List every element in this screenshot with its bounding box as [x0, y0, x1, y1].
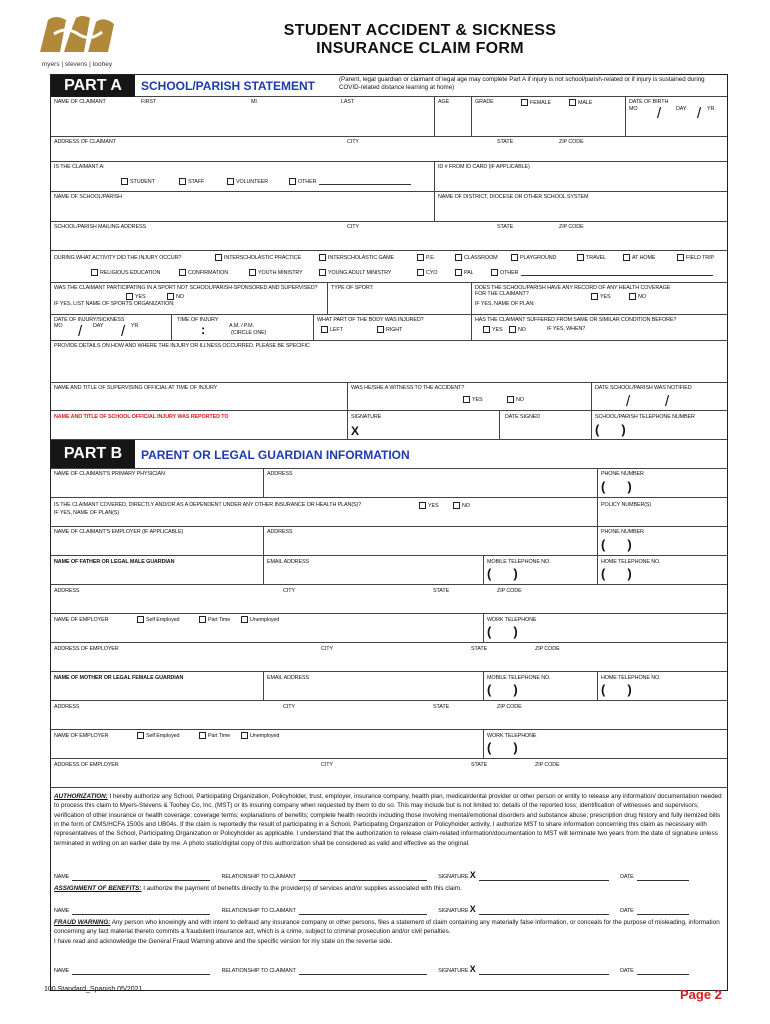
father-self-employed-checkbox[interactable] — [137, 616, 144, 623]
fraud-name-label: NAME — [54, 968, 70, 974]
playground-label: PLAYGROUND — [520, 254, 557, 261]
male-option[interactable] — [569, 99, 592, 106]
coverage-record-yes-checkbox[interactable] — [591, 293, 598, 300]
father-employer-label: NAME OF EMPLOYER — [54, 617, 109, 623]
company-logo — [36, 14, 118, 66]
religious-option[interactable] — [91, 269, 160, 276]
religious-checkbox[interactable] — [91, 269, 98, 276]
assign-name-label: NAME — [54, 908, 70, 914]
mother-zip-label: ZIP CODE — [497, 704, 522, 710]
claimant-type-label: IS THE CLAIMANT A: — [54, 164, 105, 170]
at-home-checkbox[interactable] — [623, 254, 630, 261]
father-work-label: WORK TELEPHONE — [487, 617, 537, 623]
ampm-label: A.M. / P.M. — [229, 323, 254, 329]
dob-yr-label: YR — [707, 106, 715, 112]
date-signed-label: DATE SIGNED — [505, 414, 541, 420]
mother-part-time-label: Part Time — [208, 732, 231, 739]
male-checkbox[interactable] — [569, 99, 576, 106]
father-email-label: EMAIL ADDRESS — [267, 559, 309, 565]
footer-form-code: 100 Standard_Spanish 05/2021 — [44, 986, 143, 993]
fraud-name-line[interactable] — [72, 974, 210, 975]
other-type-checkbox[interactable] — [289, 178, 296, 185]
part-a-heading: SCHOOL/PARISH STATEMENT — [141, 79, 315, 93]
claimant-employer-phone-label: PHONE NUMBER — [601, 529, 644, 535]
mother-work-parens: () — [487, 740, 540, 755]
left-option[interactable] — [321, 326, 343, 333]
coverage-record-label: DOES THE SCHOOL/PARISH HAVE ANY RECORD OF ANY HEALTH COVERAGE FOR THE CLAIMANT? — [475, 285, 671, 298]
mother-address-label: ADDRESS — [54, 704, 80, 710]
assignment-text: I authorize the payment of benefits directly to the provider(s) of services and/or supplies associated with this claim. — [143, 885, 462, 892]
mother-employer-row — [51, 730, 727, 759]
student-option[interactable] — [121, 178, 155, 185]
dob-mo-label: MO — [629, 106, 638, 112]
auth-signature-line — [54, 870, 689, 881]
district-label: NAME OF DISTRICT, DIOCESE OR OTHER SCHOOL SYSTEM — [438, 194, 589, 200]
mother-self-employed-checkbox[interactable] — [137, 732, 144, 739]
mother-email-label: EMAIL ADDRESS — [267, 675, 309, 681]
school-address-row — [51, 222, 727, 251]
witness-yes-checkbox[interactable] — [463, 396, 470, 403]
father-unemployed-option[interactable] — [241, 616, 279, 623]
father-part-time-option[interactable] — [199, 616, 230, 623]
assignment-title: ASSIGNMENT OF BENEFITS: — [54, 885, 142, 892]
father-part-time-label: Part Time — [208, 616, 231, 623]
supervising-label: NAME AND TITLE OF SUPERVISING OFFICIAL AT TIME OF INJURY — [54, 385, 218, 391]
details-label: PROVIDE DETAILS ON HOW AND WHERE THE INJURY OR ILLNESS OCCURRED. PLEASE BE SPECIFIC — [54, 343, 310, 349]
father-employer-city-label: CITY — [321, 646, 333, 652]
classroom-option[interactable] — [455, 254, 498, 261]
pal-label: PAL — [464, 269, 474, 276]
inter-practice-label: INTERSCHOLASTIC PRACTICE — [224, 254, 301, 261]
other-type-line[interactable] — [319, 184, 411, 185]
claimant-employer-row — [51, 527, 727, 556]
father-part-time-checkbox[interactable] — [199, 616, 206, 623]
sport-row — [51, 283, 727, 315]
assignment-paragraph — [54, 884, 722, 893]
student-label: STUDENT — [130, 178, 155, 185]
father-row — [51, 556, 727, 585]
logo-mark — [36, 14, 118, 54]
inter-practice-checkbox[interactable] — [215, 254, 222, 261]
similar-no-checkbox[interactable] — [509, 326, 516, 333]
sport-yes-label: YES — [135, 293, 146, 300]
fraud-paragraph — [54, 918, 722, 946]
dob-slash2: / — [697, 105, 702, 122]
assign-date-label: DATE — [620, 908, 634, 914]
father-work-parens: () — [487, 624, 540, 639]
youth-ministry-checkbox[interactable] — [249, 269, 256, 276]
cyo-option[interactable] — [417, 269, 437, 276]
inter-practice-option[interactable] — [215, 254, 301, 261]
confirmation-checkbox[interactable] — [179, 269, 186, 276]
first-label: FIRST — [141, 99, 157, 105]
father-employer-row — [51, 614, 727, 643]
plan-name-label: IF YES, NAME OF PLAN(S) — [54, 510, 119, 516]
coverage-row — [51, 498, 727, 527]
right-option[interactable] — [377, 326, 402, 333]
last-label: LAST — [341, 99, 355, 105]
mother-home-parens: () — [601, 682, 654, 697]
injury-date-row — [51, 315, 727, 341]
father-mobile-label: MOBILE TELEPHONE NO. — [487, 559, 551, 565]
father-mobile-parens: () — [487, 566, 540, 581]
other-activity-checkbox[interactable] — [491, 269, 498, 276]
witness-label: WAS HE/SHE A WITNESS TO THE ACCIDENT? — [351, 385, 465, 391]
policy-number-label: POLICY NUMBER(S) — [601, 502, 652, 508]
assign-name-line[interactable] — [72, 914, 210, 915]
claimant-address-row — [51, 137, 727, 162]
right-label: RIGHT — [386, 326, 403, 333]
fraud-signature-x: X — [469, 964, 476, 974]
grade-label: GRADE — [475, 99, 494, 105]
father-employer-state-label: STATE — [471, 646, 488, 652]
mother-mobile-parens: () — [487, 682, 540, 697]
mother-work-label: WORK TELEPHONE — [487, 733, 537, 739]
sport-yes-option[interactable] — [126, 293, 146, 300]
auth-signature-field[interactable] — [479, 880, 609, 881]
fraud-date-line[interactable] — [637, 974, 689, 975]
part-b-heading: PARENT OR LEGAL GUARDIAN INFORMATION — [141, 448, 410, 462]
at-home-option[interactable] — [623, 254, 655, 261]
claimant-address-label: ADDRESS OF CLAIMANT — [54, 139, 116, 145]
confirmation-label: CONFIRMATION — [188, 269, 229, 276]
coverage-record-no-label: NO — [638, 293, 646, 300]
student-checkbox[interactable] — [121, 178, 128, 185]
auth-relationship-line[interactable] — [299, 880, 427, 881]
right-checkbox[interactable] — [377, 326, 384, 333]
claimant-city-label: CITY — [347, 139, 359, 145]
physician-row — [51, 469, 727, 498]
part-a-note: (Parent, legal guardian or claimant of legal age may complete Part A if injury is not school/parish-related or if injury is sustained during COVID-related distance learning at home) — [339, 76, 705, 92]
left-label: LEFT — [330, 326, 343, 333]
part-a-badge: PART A — [51, 75, 135, 97]
claim-form — [50, 74, 728, 991]
authorization-block — [51, 788, 727, 990]
mother-address-row — [51, 701, 727, 730]
coverage-yes-option[interactable] — [419, 502, 439, 509]
notified-slash2: / — [665, 393, 670, 410]
mother-employer-state-label: STATE — [471, 762, 488, 768]
supervising-row — [51, 383, 727, 411]
id-card-label: ID # FROM ID CARD (IF APPLICABLE) — [438, 164, 530, 170]
school-mailing-label: SCHOOL/PARISH MAILING ADDRESS — [54, 224, 146, 230]
field-trip-option[interactable] — [677, 254, 714, 261]
assign-signature-field[interactable] — [479, 914, 609, 915]
mother-city-label: CITY — [283, 704, 295, 710]
similar-no-option[interactable] — [509, 326, 526, 333]
volunteer-checkbox[interactable] — [227, 178, 234, 185]
authorization-title: AUTHORIZATION: — [54, 793, 108, 800]
injury-time-label: TIME OF INJURY — [177, 317, 219, 323]
school-zip-label: ZIP CODE — [559, 224, 584, 230]
staff-checkbox[interactable] — [179, 178, 186, 185]
witness-no-checkbox[interactable] — [507, 396, 514, 403]
fraud-date-label: DATE — [620, 968, 634, 974]
claimant-employer-phone-parens: () — [601, 537, 654, 552]
claimant-employer-address-label: ADDRESS — [267, 529, 293, 535]
other-activity-line[interactable] — [521, 275, 713, 276]
fraud-signature-field[interactable] — [479, 974, 609, 975]
coverage-record-yes-option[interactable] — [591, 293, 611, 300]
youth-ministry-label: YOUTH MINISTRY — [258, 269, 303, 276]
injury-slash1: / — [78, 323, 83, 340]
school-city-label: CITY — [347, 224, 359, 230]
auth-signature-x: X — [469, 870, 476, 880]
travel-option[interactable] — [577, 254, 606, 261]
father-self-employed-option[interactable] — [137, 616, 179, 623]
activity-label: DURING WHAT ACTIVITY DID THE INJURY OCCUR? — [54, 255, 182, 261]
pal-option[interactable] — [455, 269, 474, 276]
auth-name-line[interactable] — [72, 880, 210, 881]
cyo-label: CYO — [426, 269, 438, 276]
claimant-name-row — [51, 97, 727, 137]
mother-self-employed-option[interactable] — [137, 732, 179, 739]
activity-row — [51, 251, 727, 283]
part-b-badge: PART B — [51, 440, 135, 468]
title-line2: INSURANCE CLAIM FORM — [316, 40, 524, 58]
mother-row — [51, 672, 727, 701]
school-name-label: NAME OF SCHOOL/PARISH — [54, 194, 122, 200]
dob-slash1: / — [657, 105, 662, 122]
body-part-label: WHAT PART OF THE BODY WAS INJURED? — [317, 317, 424, 323]
similar-condition-label: HAS THE CLAIMANT SUFFERED FROM SAME OR SIMILAR CONDITION BEFORE? — [475, 317, 677, 323]
dob-label: DATE OF BIRTH — [629, 99, 669, 105]
mother-employer-city-label: CITY — [321, 762, 333, 768]
injury-yr-label: YR — [131, 323, 139, 329]
mother-state-label: STATE — [433, 704, 450, 710]
staff-label: STAFF — [188, 178, 205, 185]
coverage-record-no-checkbox[interactable] — [629, 293, 636, 300]
coverage-question: IS THE CLAIMANT COVERED, DIRECTLY AND/OR AS A DEPENDENT UNDER ANY OTHER INSURANCE OR HEALTH PLAN(S)? — [54, 502, 362, 508]
father-address-row — [51, 585, 727, 614]
mother-name-label: NAME OF MOTHER OR LEGAL FEMALE GUARDIAN — [54, 675, 184, 681]
other-activity-option[interactable] — [491, 269, 713, 276]
mother-employer-zip-label: ZIP CODE — [535, 762, 560, 768]
injury-slash2: / — [121, 323, 126, 340]
assign-signature-line — [54, 904, 689, 915]
auth-signature-label: SIGNATURE — [438, 874, 469, 880]
witness-yes-option[interactable] — [463, 396, 483, 403]
notified-slash1: / — [626, 393, 631, 410]
coverage-no-option[interactable] — [453, 502, 470, 509]
part-b-header — [51, 440, 727, 469]
injury-mo-label: MO — [54, 323, 63, 329]
father-employer-address-row — [51, 643, 727, 672]
auth-relationship-label: RELATIONSHIP TO CLAIMANT — [221, 874, 296, 880]
assign-relationship-line[interactable] — [299, 914, 427, 915]
coverage-plan-label: IF YES, NAME OF PLAN: — [475, 301, 535, 307]
playground-option[interactable] — [511, 254, 556, 261]
playground-checkbox[interactable] — [511, 254, 518, 261]
auth-date-line[interactable] — [637, 880, 689, 881]
volunteer-option[interactable] — [227, 178, 268, 185]
assign-signature-label: SIGNATURE — [438, 908, 469, 914]
reporting-row — [51, 411, 727, 440]
mother-mobile-label: MOBILE TELEPHONE NO. — [487, 675, 551, 681]
father-employer-zip-label: ZIP CODE — [535, 646, 560, 652]
other-activity-label: OTHER — [500, 269, 519, 276]
travel-checkbox[interactable] — [577, 254, 584, 261]
other-type-option[interactable] — [289, 178, 411, 185]
similar-when-label: IF YES, WHEN? — [547, 326, 586, 332]
official-signature-label: SIGNATURE — [351, 414, 382, 420]
coverage-yes-checkbox[interactable] — [419, 502, 426, 509]
pe-label: P.E. — [426, 254, 436, 261]
injury-date-label: DATE OF INJURY/SICKNESS — [54, 317, 125, 323]
sport-type-label: TYPE OF SPORT: — [331, 285, 374, 291]
school-state-label: STATE — [497, 224, 514, 230]
religious-label: RELIGIOUS EDUCATION — [100, 269, 161, 276]
school-name-row — [51, 192, 727, 222]
father-zip-label: ZIP CODE — [497, 588, 522, 594]
pal-checkbox[interactable] — [455, 269, 462, 276]
notified-label: DATE SCHOOL/PARISH WAS NOTIFIED — [595, 385, 692, 391]
sport-no-checkbox[interactable] — [167, 293, 174, 300]
claimant-employer-label: NAME OF CLAIMANT'S EMPLOYER (IF APPLICABLE) — [54, 529, 184, 535]
male-label: MALE — [578, 99, 593, 106]
reporting-label: NAME AND TITLE OF SCHOOL OFFICIAL INJURY WAS REPORTED TO — [54, 414, 229, 420]
mother-part-time-checkbox[interactable] — [199, 732, 206, 739]
classroom-checkbox[interactable] — [455, 254, 462, 261]
inter-game-option[interactable] — [319, 254, 394, 261]
fraud-signature-label: SIGNATURE — [438, 968, 469, 974]
fraud-relationship-line[interactable] — [299, 974, 427, 975]
pe-checkbox[interactable] — [417, 254, 424, 261]
sport-org-label: IF YES, LIST NAME OF SPORTS ORGANIZATION: — [54, 301, 175, 307]
assign-relationship-label: RELATIONSHIP TO CLAIMANT — [221, 908, 296, 914]
father-name-label: NAME OF FATHER OR LEGAL MALE GUARDIAN — [54, 559, 175, 565]
injury-day-label: DAY — [93, 323, 104, 329]
mother-self-employed-label: Self Employed — [146, 732, 180, 739]
young-adult-option[interactable] — [319, 269, 391, 276]
fraud-acknowledge: I have read and acknowledge the General Fraud Warning above and the specific version for my state on the reverse side. — [54, 937, 393, 945]
fraud-title: FRAUD WARNING: — [54, 919, 111, 926]
time-colon: : — [201, 322, 206, 337]
young-adult-label: YOUNG ADULT MINISTRY — [328, 269, 392, 276]
details-row — [51, 341, 727, 383]
authorization-paragraph — [54, 792, 722, 848]
claimant-zip-label: ZIP CODE — [559, 139, 584, 145]
page-number: Page 2 — [680, 987, 722, 1002]
sport-no-option[interactable] — [167, 293, 184, 300]
auth-name-label: NAME — [54, 874, 70, 880]
field-trip-checkbox[interactable] — [677, 254, 684, 261]
father-unemployed-checkbox[interactable] — [241, 616, 248, 623]
claimant-name-label: NAME OF CLAIMANT — [54, 99, 106, 105]
father-self-employed-label: Self Employed — [146, 616, 180, 623]
pe-option[interactable] — [417, 254, 435, 261]
father-home-parens: () — [601, 566, 654, 581]
mother-employer-address-row — [51, 759, 727, 788]
youth-ministry-option[interactable] — [249, 269, 303, 276]
coverage-no-checkbox[interactable] — [453, 502, 460, 509]
confirmation-option[interactable] — [179, 269, 228, 276]
sport-no-label: NO — [176, 293, 184, 300]
dob-day-label: DAY — [676, 106, 687, 112]
authorization-text: I hereby authorize any School, Participating Organization, Policyholder, trust, employer, insurance company, health plan, medical/dental provider or other person or entity to release any information/ documentation needed to process this claim to Myers-Stevens & Toohey Co, Inc. (MST) or its insuring company when requested by them to do so. This may include but is not limited to: details of the reported loss; identification of witnesses and supervisors; verification of other insurance or health coverage; coverage terms; explanations of benefits; complete health records including those involving mental/emotional disorders and substance abuse; prescription drug history and fully itemized bills in the form of CMS/HCFA 1500s and UB04s. If the claim is reportedly the result of participating in a School, Participating Organization or Policyholder activity, I authorize MST to share information concerning this claim as necessary with representatives of the School, Participating Organization or Policyholder as applicable. I understand that the authorization to release claim-related information/documentation to MST will terminate two years from the date of signature unless terminated in writing on an earlier date by me. A photo static/digital copy of this authorization shall be considered as valid and effective as the original. — [54, 793, 722, 847]
father-city-label: CITY — [283, 588, 295, 594]
physician-address-label: ADDRESS — [267, 471, 293, 477]
claimant-state-label: STATE — [497, 139, 514, 145]
coverage-record-yes-label: YES — [600, 293, 611, 300]
official-signature-x: X — [351, 424, 360, 438]
witness-no-option[interactable] — [507, 396, 524, 403]
father-address-label: ADDRESS — [54, 588, 80, 594]
at-home-label: AT HOME — [632, 254, 656, 261]
witness-yes-label: YES — [472, 396, 483, 403]
classroom-label: CLASSROOM — [464, 254, 498, 261]
physician-label: NAME OF CLAIMANT'S PRIMARY PHYSICIAN — [54, 471, 165, 477]
coverage-no-label: NO — [462, 502, 470, 509]
physician-phone-label: PHONE NUMBER — [601, 471, 644, 477]
cyo-checkbox[interactable] — [417, 269, 424, 276]
similar-yes-label: YES — [492, 326, 503, 333]
coverage-record-no-option[interactable] — [629, 293, 646, 300]
physician-phone-parens: () — [601, 479, 654, 494]
father-home-label: HOME TELEPHONE NO. — [601, 559, 661, 565]
age-label: AGE — [438, 99, 450, 105]
similar-no-label: NO — [518, 326, 526, 333]
fraud-relationship-label: RELATIONSHIP TO CLAIMANT — [221, 968, 296, 974]
father-employer-address-label: ADDRESS OF EMPLOYER — [54, 646, 119, 652]
mother-employer-label: NAME OF EMPLOYER — [54, 733, 109, 739]
inter-game-checkbox[interactable] — [319, 254, 326, 261]
similar-yes-checkbox[interactable] — [483, 326, 490, 333]
mother-unemployed-option[interactable] — [241, 732, 279, 739]
other-type-label: OTHER — [298, 178, 317, 185]
assign-signature-x: X — [469, 904, 476, 914]
claimant-type-row — [51, 162, 727, 192]
father-state-label: STATE — [433, 588, 450, 594]
mother-employer-address-label: ADDRESS OF EMPLOYER — [54, 762, 119, 768]
assign-date-line[interactable] — [637, 914, 689, 915]
auth-date-label: DATE — [620, 874, 634, 880]
fraud-signature-line — [54, 964, 689, 975]
circle-one-label: (CIRCLE ONE) — [231, 330, 267, 336]
mother-unemployed-checkbox[interactable] — [241, 732, 248, 739]
field-trip-label: FIELD TRIP — [686, 254, 714, 261]
left-checkbox[interactable] — [321, 326, 328, 333]
staff-option[interactable] — [179, 178, 204, 185]
form-title — [170, 22, 670, 59]
logo-tagline: myers | stevens | toohey — [41, 61, 113, 68]
mother-home-label: HOME TELEPHONE NO. — [601, 675, 661, 681]
father-unemployed-label: Unemployed — [250, 616, 280, 623]
female-label: FEMALE — [530, 99, 551, 106]
coverage-yes-label: YES — [428, 502, 439, 509]
travel-label: TRAVEL — [586, 254, 606, 261]
inter-game-label: INTERSCHOLASTIC GAME — [328, 254, 394, 261]
mi-label: MI — [251, 99, 257, 105]
school-phone-label: SCHOOL/PARISH TELEPHONE NUMBER — [595, 414, 695, 420]
witness-no-label: NO — [516, 396, 524, 403]
female-option[interactable] — [521, 99, 551, 106]
similar-yes-option[interactable] — [483, 326, 503, 333]
school-phone-parens: () — [595, 422, 648, 437]
fraud-text: Any person who knowingly and with intent to defraud any insurance company or other persons, files a statement of claim containing any materially false information, or conceals for the purpose of misleading, information concerning any fact material thereto commits a fraudulent insurance act, which is a crime, subject to criminal prosecution and/or civil penalties. — [54, 919, 720, 936]
young-adult-checkbox[interactable] — [319, 269, 326, 276]
volunteer-label: VOLUNTEER — [236, 178, 269, 185]
sport-yes-checkbox[interactable] — [126, 293, 133, 300]
sport-question: WAS THE CLAIMANT PARTICIPATING IN A SPORT NOT SCHOOL/PARISH-SPONSORED AND SUPERVISED? — [54, 285, 318, 291]
mother-part-time-option[interactable] — [199, 732, 230, 739]
part-a-header — [51, 75, 727, 97]
mother-unemployed-label: Unemployed — [250, 732, 280, 739]
female-checkbox[interactable] — [521, 99, 528, 106]
title-line1: STUDENT ACCIDENT & SICKNESS — [283, 22, 557, 39]
